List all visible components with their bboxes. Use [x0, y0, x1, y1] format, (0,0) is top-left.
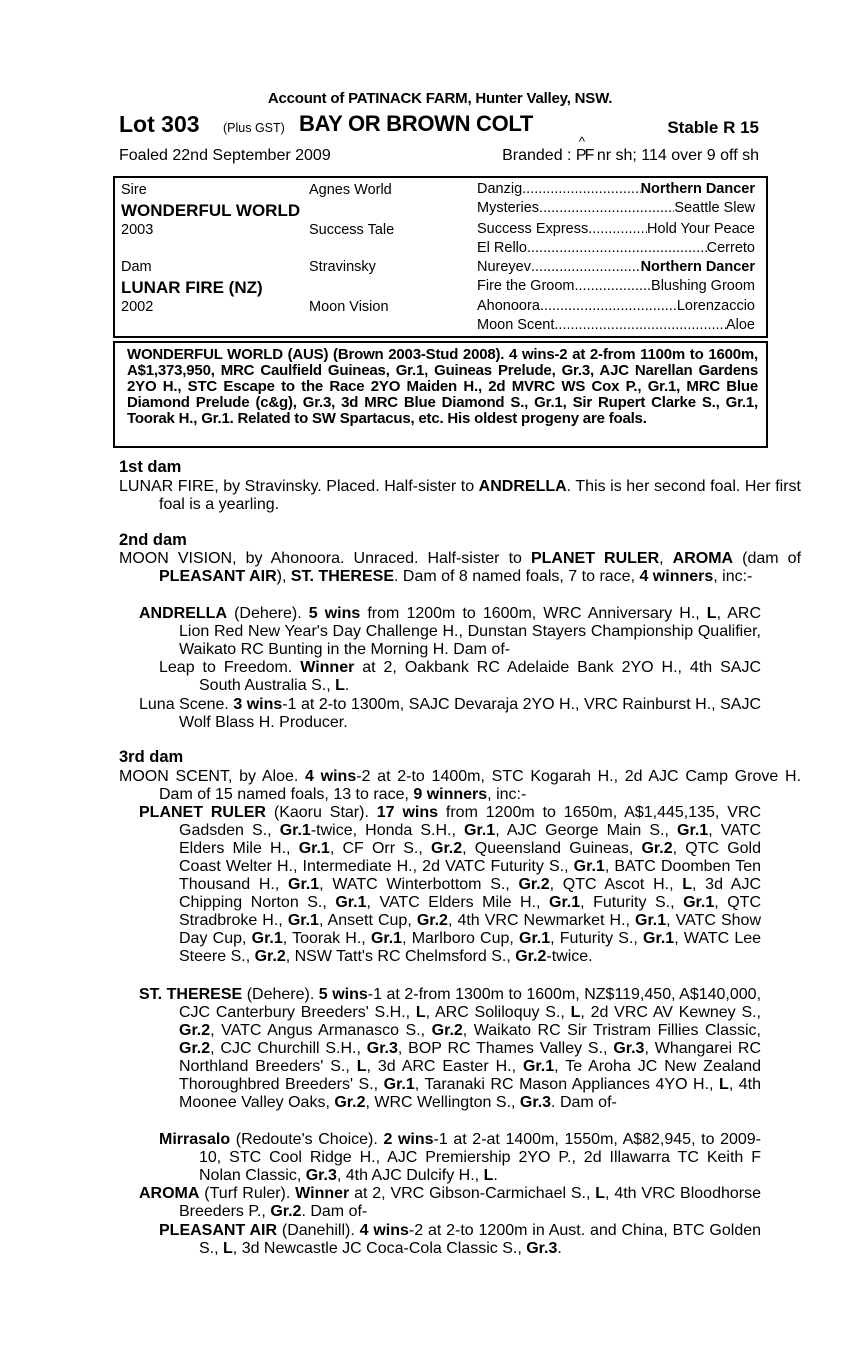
leader-dots: [531, 259, 641, 275]
dam-year: 2002: [121, 299, 154, 315]
brand-description: [502, 147, 759, 165]
third-dam-heading: 3rd dam: [119, 748, 184, 766]
pedigree-table: [113, 176, 768, 338]
lot-line: [119, 111, 761, 141]
third-generation-sire: Fire the Groom: [477, 278, 575, 294]
third-generation-row: [477, 278, 755, 294]
third-generation-grandsire: Seattle Slew: [674, 200, 755, 216]
plus-gst-note: (Plus GST): [223, 121, 285, 135]
third-generation-row: [477, 200, 755, 216]
andrella-entry: ANDRELLA (Dehere). 5 wins from 1200m to 1600m, WRC Anniversary H., L, ARC Lion Red New Year's Day Challenge H., Dunstan Stayers Championship Qualifier, Waikato RC Bunting in the Morning H. Dam of-: [139, 605, 761, 658]
third-generation-grandsire: Lorenzaccio: [676, 298, 755, 314]
third-generation-grandsire: Northern Dancer: [640, 181, 755, 197]
third-generation-row: [477, 259, 755, 275]
leader-dots: [554, 317, 726, 333]
first-dam-text: LUNAR FIRE, by Stravinsky. Placed. Half-sister to ANDRELLA. This is her second foal. Her first foal is a yearling.: [119, 478, 801, 513]
lot-number: Lot 303: [119, 111, 200, 137]
pleasant-air-entry: PLEASANT AIR (Danehill). 4 wins-2 at 2-to 1200m in Aust. and China, BTC Golden S., L, 3d Newcastle JC Coca-Cola Classic S., Gr.3.: [159, 1222, 762, 1257]
third-dam-text: MOON SCENT, by Aloe. 4 wins-2 at 2-to 1400m, STC Kogarah H., 2d AJC Camp Grove H. Dam of 15 named foals, 13 to race, 9 winners, inc:-: [119, 768, 802, 803]
vendor-account: Account of PATINACK FARM, Hunter Valley, NSW.: [267, 90, 613, 107]
third-generation-sire: Moon Scent: [477, 317, 555, 333]
third-generation-grandsire: Blushing Groom: [651, 278, 755, 294]
brand-mark: ^ PF: [576, 147, 592, 164]
dam-label: Dam: [121, 259, 152, 275]
leap-to-freedom-entry: Leap to Freedom. Winner at 2, Oakbank RC Adelaide Bank 2YO H., 4th SAJC South Australia S., L.: [159, 659, 762, 694]
third-generation-grandsire: Aloe: [725, 317, 755, 333]
leader-dots: [588, 221, 647, 237]
third-generation-row: [477, 181, 755, 197]
dam-dam: Moon Vision: [309, 299, 389, 315]
third-generation-row: [477, 298, 755, 314]
foaled-date: Foaled 22nd September 2009: [119, 147, 331, 164]
second-dam-heading: 2nd dam: [119, 531, 187, 549]
third-generation-row: [477, 317, 755, 333]
dam-sire: Stravinsky: [309, 259, 376, 275]
sire-name: WONDERFUL WORLD: [121, 201, 301, 220]
branded-details: nr sh; 114 over 9 off sh: [592, 147, 759, 164]
third-generation-sire: Nureyev: [477, 259, 531, 275]
third-generation-sire: Ahonoora: [477, 298, 540, 314]
leader-dots: [527, 240, 707, 256]
leader-dots: [522, 181, 640, 197]
sire-dam: Success Tale: [309, 222, 395, 238]
third-generation-row: [477, 240, 755, 256]
aroma-entry: AROMA (Turf Ruler). Winner at 2, VRC Gibson-Carmichael S., L, 4th VRC Bloodhorse Breeders P., Gr.2. Dam of-: [139, 1185, 761, 1220]
third-generation-sire: Danzig: [477, 181, 523, 197]
sire-summary: WONDERFUL WORLD (AUS) (Brown 2003-Stud 2008). 4 wins-2 at 2-from 1100m to 1600m, A$1,373,950, MRC Caulfield Guineas, Gr.1, Guineas Prelude, Gr.3, AJC Narellan Gardens 2YO H., STC Escape to the Race 2YO Maiden H., 2d MVRC WS Cox P., Gr.1, MRC Blue Diamond Prelude (c&g), Gr.3, 3d MRC Blue Diamond S., Gr.1, Sir Rupert Clarke S., Gr.1, Toorak H., Gr.1. Related to SW Spartacus, etc. His oldest progeny are foals.: [113, 341, 768, 448]
sire-label: Sire: [121, 182, 147, 198]
leader-dots: [575, 278, 652, 294]
planet-ruler-entry: PLANET RULER (Kaoru Star). 17 wins from 1200m to 1650m, A$1,445,135, VRC Gadsden S., Gr.1-twice, Honda S.H., Gr.1, AJC George Main S., Gr.1, VATC Elders Mile H., Gr.1, CF Orr S., Gr.2, Queensland Guineas, Gr.2, QTC Gold Coast Welter H., Intermediate H., 2d VATC Futurity S., Gr.1, BATC Doomben Ten Thousand H., Gr.1, WATC Winterbottom S., Gr.2, QTC Ascot H., L, 3d AJC Chipping Norton S., Gr.1, VATC Elders Mile H., Gr.1, Futurity S., Gr.1, QTC Stradbroke H., Gr.1, Ansett Cup, Gr.2, 4th VRC Newmarket H., Gr.1, VATC Show Day Cup, Gr.1, Toorak H., Gr.1, Marlboro Cup, Gr.1, Futurity S., Gr.1, WATC Lee Steere S., Gr.2, NSW Tatt's RC Chelmsford S., Gr.2-twice.: [139, 804, 762, 965]
sire-sire: Agnes World: [309, 182, 392, 198]
branded-label: Branded :: [502, 147, 576, 164]
third-generation-grandsire: Hold Your Peace: [646, 221, 755, 237]
third-generation-sire: Success Express: [477, 221, 589, 237]
third-generation-grandsire: Northern Dancer: [640, 259, 755, 275]
third-generation-row: [477, 221, 755, 237]
second-dam-text: MOON VISION, by Ahonoora. Unraced. Half-sister to PLANET RULER, AROMA (dam of PLEASANT AIR), ST. THERESE. Dam of 8 named foals, 7 to race, 4 winners, inc:-: [119, 550, 802, 585]
leader-dots: [540, 298, 677, 314]
mirrasalo-entry: Mirrasalo (Redoute's Choice). 2 wins-1 at 2-at 1400m, 1550m, A$82,945, to 2009-10, STC Cool Ridge H., AJC Premiership 2YO P., 2d Illawarra TC Keith F Nolan Classic, Gr.3, 4th AJC Dulcify H., L.: [159, 1131, 762, 1184]
lot-description: BAY OR BROWN COLT: [299, 111, 534, 136]
third-generation-sire: El Rello: [477, 240, 527, 256]
first-dam-heading: 1st dam: [119, 458, 182, 476]
third-generation-sire: Mysteries: [477, 200, 540, 216]
stable-number: Stable R 15: [667, 118, 759, 137]
third-generation-grandsire: Cerreto: [706, 240, 755, 256]
luna-scene-entry: Luna Scene. 3 wins-1 at 2-to 1300m, SAJC Devaraja 2YO H., VRC Rainburst H., SAJC Wolf Blass H. Producer.: [139, 696, 762, 731]
leader-dots: [539, 200, 674, 216]
sire-year: 2003: [121, 222, 154, 238]
dam-name: LUNAR FIRE (NZ): [121, 278, 263, 297]
st-therese-entry: ST. THERESE (Dehere). 5 wins-1 at 2-from 1300m to 1600m, NZ$119,450, A$140,000, CJC Canterbury Breeders' S.H., L, ARC Soliloquy S., L, 2d VRC AV Kewney S., Gr.2, VATC Angus Armanasco S., Gr.2, Waikato RC Sir Tristram Fillies Classic, Gr.2, CJC Churchill S.H., Gr.3, BOP RC Thames Valley S., Gr.3, Whangarei RC Northland Breeders' S., L, 3d ARC Easter H., Gr.1, Te Aroha JC New Zealand Thoroughbred Breeders' S., Gr.1, Taranaki RC Mason Appliances 4YO H., L, 4th Moonee Valley Oaks, Gr.2, WRC Wellington S., Gr.3. Dam of-: [139, 986, 762, 1111]
